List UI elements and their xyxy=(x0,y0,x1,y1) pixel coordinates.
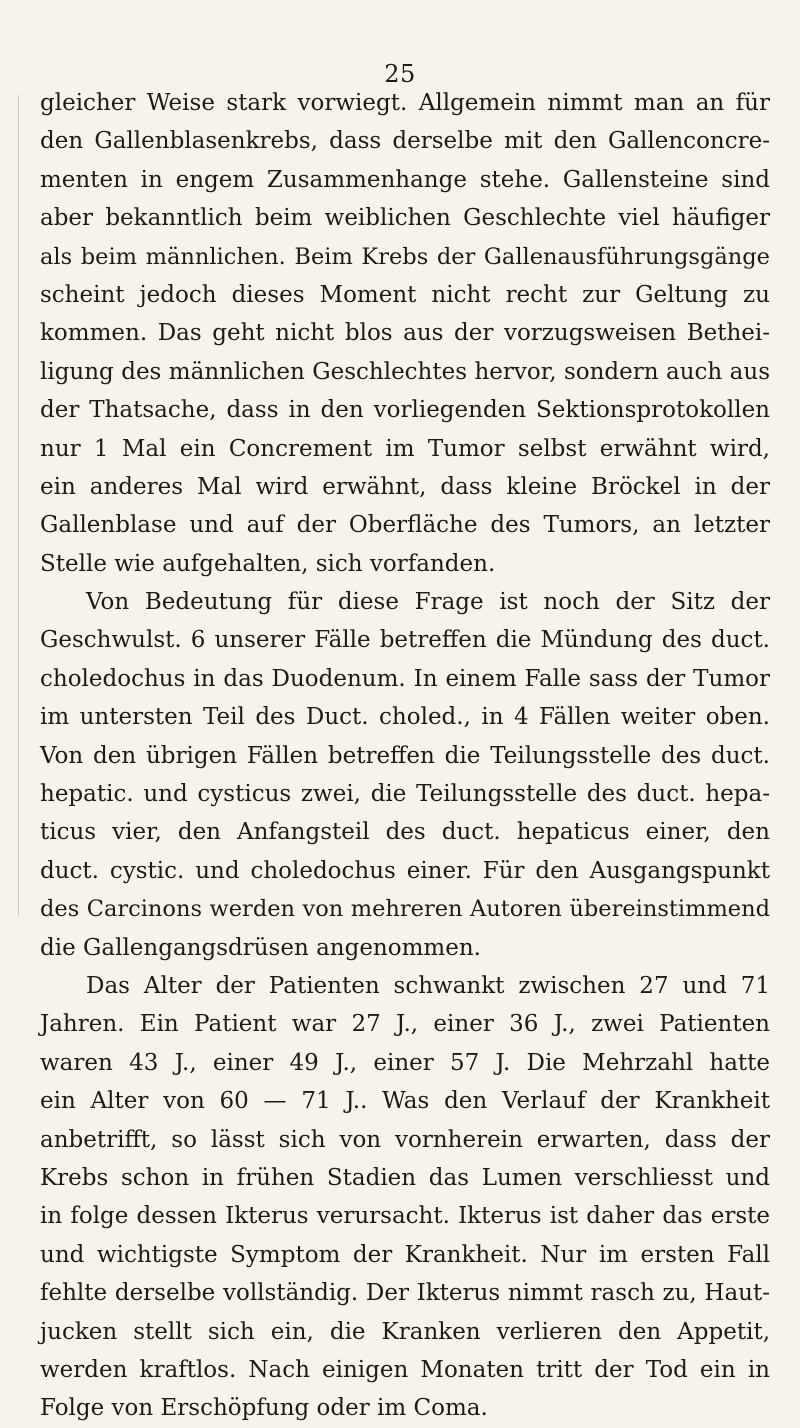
text-line: die Gallengangsdrüsen angenommen. xyxy=(40,934,481,961)
text-line: Folge von Erschöpfung oder im Coma. xyxy=(40,1395,488,1422)
text-line: kommen. Das geht nicht blos aus der vorzugsweisen Bethei- xyxy=(40,320,770,347)
gutter-shadow xyxy=(18,95,19,915)
text-line: hepatic. und cysticus zwei, die Teilungsstelle des duct. hepa- xyxy=(40,781,770,808)
text-line: des Carcinons werden von mehreren Autoren übereinstimmend xyxy=(40,896,770,923)
text-line: jucken stellt sich ein, die Kranken verlieren den Appetit, xyxy=(40,1318,770,1345)
text-line: Das Alter der Patienten schwankt zwischen 27 und 71 xyxy=(86,972,770,999)
text-line: werden kraftlos. Nach einigen Monaten tritt der Tod ein in xyxy=(40,1356,770,1383)
text-line: ein Alter von 60 — 71 J.. Was den Verlauf der Krankheit xyxy=(40,1088,770,1115)
text-line: Gallenblase und auf der Oberfläche des Tumors, an letzter xyxy=(40,512,770,539)
text-line: scheint jedoch dieses Moment nicht recht zur Geltung zu xyxy=(40,281,770,308)
body-text xyxy=(40,84,770,1428)
text-line: in folge dessen Ikterus verursacht. Ikterus ist daher das erste xyxy=(40,1203,770,1230)
text-line: der Thatsache, dass in den vorliegenden Sektionsprotokollen xyxy=(40,397,770,424)
text-line: Jahren. Ein Patient war 27 J., einer 36 J., zwei Patienten xyxy=(40,1011,770,1038)
text-line: Von den übrigen Fällen betreffen die Teilungsstelle des duct. xyxy=(40,742,770,769)
text-line: ligung des männlichen Geschlechtes hervor, sondern auch aus xyxy=(40,358,770,385)
text-line: ticus vier, den Anfangsteil des duct. hepaticus einer, den xyxy=(40,819,770,846)
page-number: 25 xyxy=(384,60,416,88)
text-line: gleicher Weise stark vorwiegt. Allgemein nimmt man an für xyxy=(40,90,770,116)
text-line: Von Bedeutung für diese Frage ist noch der Sitz der xyxy=(86,589,770,616)
text-line: Geschwulst. 6 unserer Fälle betreffen die Mündung des duct. xyxy=(40,627,770,654)
text-line: aber bekanntlich beim weiblichen Geschlechte viel häufiger xyxy=(40,205,770,232)
text-line: und wichtigste Symptom der Krankheit. Nur im ersten Fall xyxy=(40,1241,770,1268)
text-line: waren 43 J., einer 49 J., einer 57 J. Die Mehrzahl hatte xyxy=(40,1049,770,1076)
text-line: duct. cystic. und choledochus einer. Für den Ausgangspunkt xyxy=(40,857,770,884)
text-line: fehlte derselbe vollständig. Der Ikterus nimmt rasch zu, Haut- xyxy=(40,1280,770,1307)
text-line: ein anderes Mal wird erwähnt, dass kleine Bröckel in der xyxy=(40,473,770,500)
text-line: als beim männlichen. Beim Krebs der Gallenausführungsgänge xyxy=(40,243,770,270)
text-line: Krebs schon in frühen Stadien das Lumen verschliesst und xyxy=(40,1164,770,1191)
text-line: choledochus in das Duodenum. In einem Falle sass der Tumor xyxy=(40,665,770,692)
text-line: den Gallenblasenkrebs, dass derselbe mit den Gallenconcre- xyxy=(40,128,770,155)
text-line: anbetrifft, so lässt sich von vornherein erwarten, dass der xyxy=(40,1126,770,1153)
text-line: nur 1 Mal ein Concrement im Tumor selbst erwähnt wird, xyxy=(40,435,770,462)
text-line: im untersten Teil des Duct. choled., in 4 Fällen weiter oben. xyxy=(40,704,770,731)
text-line: menten in engem Zusammenhange stehe. Gallensteine sind xyxy=(40,166,770,193)
text-line: Stelle wie aufgehalten, sich vorfanden. xyxy=(40,550,496,577)
